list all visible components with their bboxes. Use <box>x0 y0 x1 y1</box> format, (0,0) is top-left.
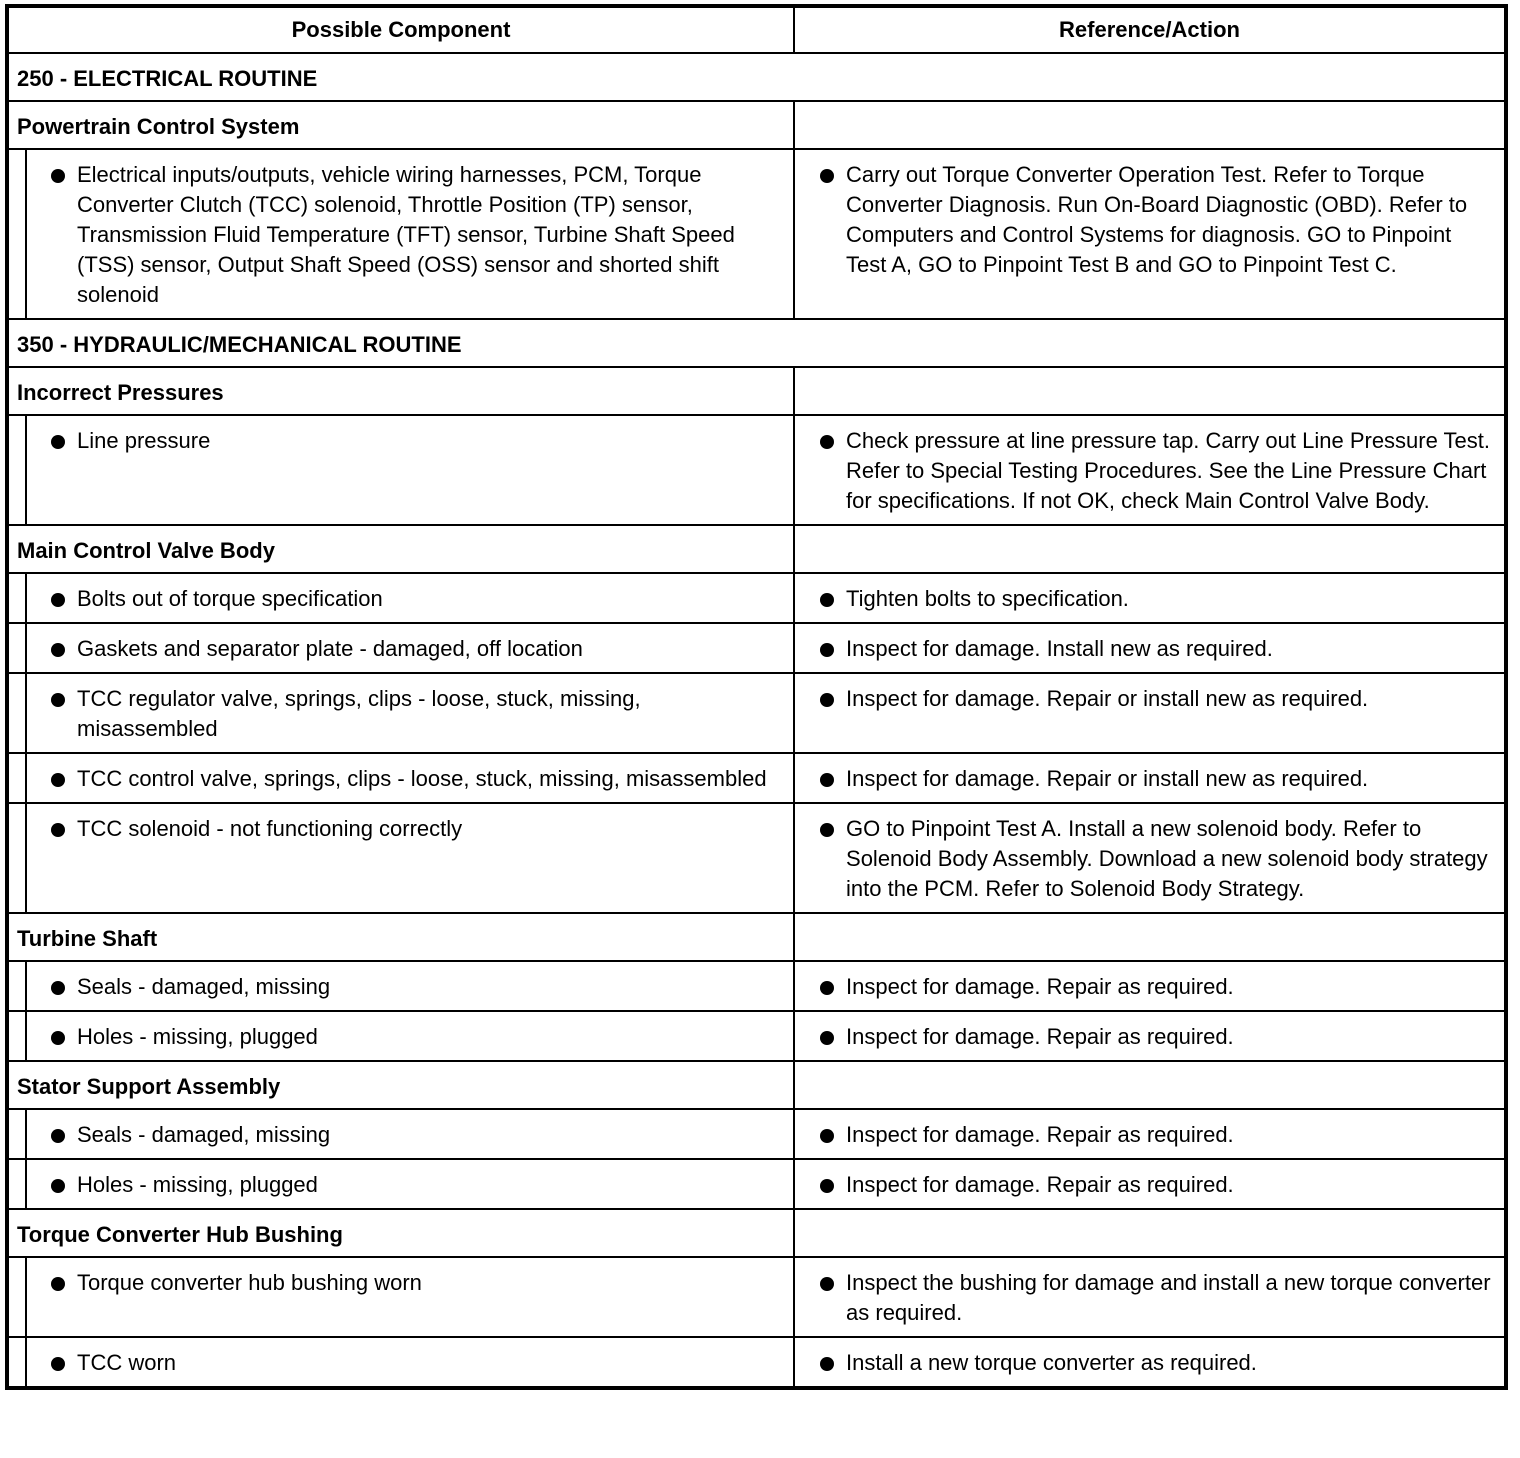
action-text: Inspect for damage. Repair or install new as required. <box>846 686 1369 711</box>
indent-cell <box>7 1159 26 1209</box>
component-group-row <box>7 367 1506 415</box>
table-row <box>7 623 1506 673</box>
bullet-icon <box>51 981 65 995</box>
indent-cell <box>7 623 26 673</box>
action-cell <box>794 573 1506 623</box>
component-text: Holes - missing, plugged <box>77 1172 318 1197</box>
component-cell <box>26 961 794 1011</box>
indent-cell <box>7 803 26 913</box>
component-text: Bolts out of torque specification <box>77 586 383 611</box>
component-cell <box>26 673 794 753</box>
component-cell <box>26 415 794 525</box>
indent-cell <box>7 1109 26 1159</box>
bullet-icon <box>820 1357 834 1371</box>
component-cell <box>26 753 794 803</box>
table-row <box>7 1159 1506 1209</box>
component-text: TCC control valve, springs, clips - loose, stuck, missing, misassembled <box>77 766 767 791</box>
table-row <box>7 673 1506 753</box>
action-text: Inspect for damage. Repair as required. <box>846 1024 1234 1049</box>
table-row <box>7 1257 1506 1337</box>
action-cell <box>794 1011 1506 1061</box>
action-text: Carry out Torque Converter Operation Test. Refer to Torque Converter Diagnosis. Run On-Board Diagnostic (OBD). Refer to Computers and Control Systems for diagnosis. GO to Pinpoint Test A, GO to Pinpoint Test B and GO to Pinpoint Test C. <box>846 162 1468 277</box>
bullet-icon <box>820 981 834 995</box>
empty-cell <box>794 1061 1506 1109</box>
component-group-row <box>7 1061 1506 1109</box>
component-group-title: Main Control Valve Body <box>7 525 794 573</box>
action-text: Install a new torque converter as required. <box>846 1350 1257 1375</box>
indent-cell <box>7 1337 26 1388</box>
table-row <box>7 1109 1506 1159</box>
component-group-title: Stator Support Assembly <box>7 1061 794 1109</box>
component-text: Holes - missing, plugged <box>77 1024 318 1049</box>
bullet-icon <box>820 593 834 607</box>
component-cell <box>26 1337 794 1388</box>
bullet-icon <box>51 593 65 607</box>
action-text: Inspect for damage. Repair as required. <box>846 1122 1234 1147</box>
table-row <box>7 961 1506 1011</box>
indent-cell <box>7 1257 26 1337</box>
bullet-icon <box>820 435 834 449</box>
bullet-icon <box>51 169 65 183</box>
table-row <box>7 753 1506 803</box>
table-body <box>7 53 1506 1388</box>
bullet-icon <box>51 773 65 787</box>
bullet-icon <box>51 823 65 837</box>
component-text: TCC worn <box>77 1350 177 1375</box>
action-cell <box>794 415 1506 525</box>
component-text: Gaskets and separator plate - damaged, off location <box>77 636 583 661</box>
action-text: Inspect for damage. Repair as required. <box>846 1172 1234 1197</box>
action-text: Inspect the bushing for damage and install a new torque converter as required. <box>846 1270 1491 1325</box>
action-cell <box>794 149 1506 319</box>
indent-cell <box>7 961 26 1011</box>
bullet-icon <box>820 169 834 183</box>
component-cell <box>26 1109 794 1159</box>
table-row <box>7 149 1506 319</box>
bullet-icon <box>51 435 65 449</box>
diagnosis-table <box>5 4 1508 1390</box>
empty-cell <box>794 101 1506 149</box>
bullet-icon <box>51 1031 65 1045</box>
header-reference-action: Reference/Action <box>794 6 1506 53</box>
component-text: TCC solenoid - not functioning correctly <box>77 816 463 841</box>
bullet-icon <box>820 773 834 787</box>
bullet-icon <box>820 823 834 837</box>
component-text: Line pressure <box>77 428 211 453</box>
component-text: Torque converter hub bushing worn <box>77 1270 422 1295</box>
action-text: Tighten bolts to specification. <box>846 586 1129 611</box>
component-cell <box>26 803 794 913</box>
action-text: Inspect for damage. Repair as required. <box>846 974 1234 999</box>
component-group-row <box>7 913 1506 961</box>
component-text: Seals - damaged, missing <box>77 974 331 999</box>
table-row <box>7 1337 1506 1388</box>
empty-cell <box>794 913 1506 961</box>
component-group-title: Powertrain Control System <box>7 101 794 149</box>
bullet-icon <box>820 1031 834 1045</box>
routine-heading-row <box>7 53 1506 101</box>
indent-cell <box>7 673 26 753</box>
component-group-row <box>7 101 1506 149</box>
component-group-row <box>7 1209 1506 1257</box>
action-cell <box>794 673 1506 753</box>
table-row <box>7 1011 1506 1061</box>
table-row <box>7 573 1506 623</box>
bullet-icon <box>51 643 65 657</box>
component-text: Electrical inputs/outputs, vehicle wiring harnesses, PCM, Torque Converter Clutch (TCC) solenoid, Throttle Position (TP) sensor, Transmission Fluid Temperature (TFT) sensor, Turbine Shaft Speed (TSS) sensor, Output Shaft Speed (OSS) sensor and shorted shift solenoid <box>77 162 735 307</box>
bullet-icon <box>51 693 65 707</box>
bullet-icon <box>820 1129 834 1143</box>
table-row <box>7 803 1506 913</box>
action-cell <box>794 1257 1506 1337</box>
indent-cell <box>7 753 26 803</box>
bullet-icon <box>51 1357 65 1371</box>
action-cell <box>794 1337 1506 1388</box>
routine-heading-row <box>7 319 1506 367</box>
bullet-icon <box>820 1277 834 1291</box>
component-cell <box>26 1159 794 1209</box>
indent-cell <box>7 415 26 525</box>
action-cell <box>794 623 1506 673</box>
action-cell <box>794 1109 1506 1159</box>
empty-cell <box>794 1209 1506 1257</box>
component-group-title: Torque Converter Hub Bushing <box>7 1209 794 1257</box>
empty-cell <box>794 367 1506 415</box>
bullet-icon <box>51 1129 65 1143</box>
bullet-icon <box>820 643 834 657</box>
component-text: TCC regulator valve, springs, clips - loose, stuck, missing, misassembled <box>77 686 641 741</box>
bullet-icon <box>820 693 834 707</box>
component-cell <box>26 1257 794 1337</box>
action-text: GO to Pinpoint Test A. Install a new solenoid body. Refer to Solenoid Body Assembly. Download a new solenoid body strategy into the PCM. Refer to Solenoid Body Strategy. <box>846 816 1488 901</box>
indent-cell <box>7 573 26 623</box>
routine-heading: 250 - ELECTRICAL ROUTINE <box>7 53 1506 101</box>
action-cell <box>794 753 1506 803</box>
component-group-title: Turbine Shaft <box>7 913 794 961</box>
header-possible-component: Possible Component <box>7 6 794 53</box>
indent-cell <box>7 1011 26 1061</box>
bullet-icon <box>51 1277 65 1291</box>
component-cell <box>26 623 794 673</box>
header-row <box>7 6 1506 53</box>
action-text: Inspect for damage. Repair or install new as required. <box>846 766 1369 791</box>
indent-cell <box>7 149 26 319</box>
component-cell <box>26 1011 794 1061</box>
component-text: Seals - damaged, missing <box>77 1122 331 1147</box>
routine-heading: 350 - HYDRAULIC/MECHANICAL ROUTINE <box>7 319 1506 367</box>
component-cell <box>26 573 794 623</box>
action-text: Check pressure at line pressure tap. Carry out Line Pressure Test. Refer to Special Testing Procedures. See the Line Pressure Chart for specifications. If not OK, check Main Control Valve Body. <box>846 428 1491 513</box>
component-group-title: Incorrect Pressures <box>7 367 794 415</box>
component-group-row <box>7 525 1506 573</box>
empty-cell <box>794 525 1506 573</box>
action-text: Inspect for damage. Install new as required. <box>846 636 1273 661</box>
bullet-icon <box>51 1179 65 1193</box>
component-cell <box>26 149 794 319</box>
bullet-icon <box>820 1179 834 1193</box>
action-cell <box>794 1159 1506 1209</box>
action-cell <box>794 961 1506 1011</box>
table-row <box>7 415 1506 525</box>
action-cell <box>794 803 1506 913</box>
